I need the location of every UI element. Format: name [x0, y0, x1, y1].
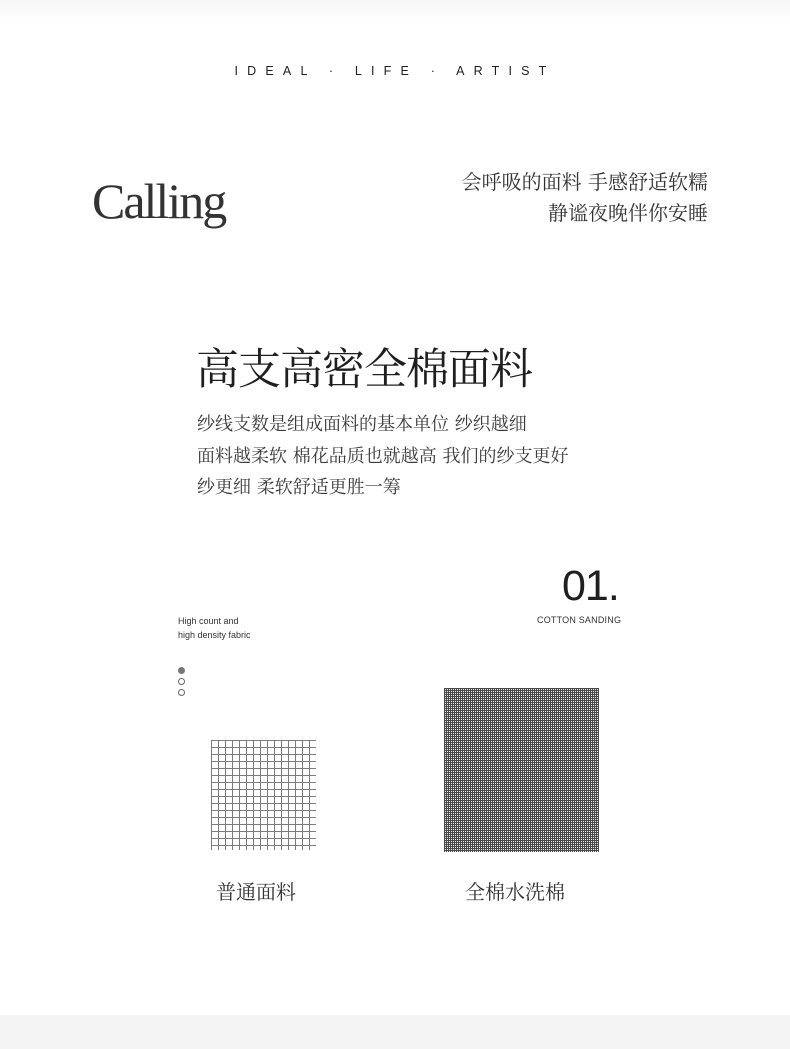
- cotton-fabric-grid: [444, 688, 599, 852]
- spec-subtitle: COTTON SANDING: [537, 615, 622, 625]
- section-description: [197, 409, 568, 504]
- brand-tagline: IDEAL · LIFE · ARTIST: [234, 64, 556, 78]
- intro-line: 会呼吸的面料 手感舒适软糯: [461, 170, 708, 194]
- pagination-dots: [178, 667, 186, 700]
- spec-caption: [178, 614, 251, 642]
- pagination-dot-1[interactable]: [178, 667, 185, 674]
- pagination-dot-3[interactable]: [178, 689, 185, 696]
- description-line: 纱线支数是组成面料的基本单位 纱织越细: [197, 414, 527, 435]
- intro-line: 静谧夜晚伴你安睡: [548, 201, 708, 225]
- footer-band: [0, 1015, 790, 1049]
- normal-fabric-label: 普通面料: [216, 880, 296, 904]
- normal-fabric-grid: [211, 740, 316, 850]
- intro-text: [462, 167, 708, 229]
- description-line: 纱更细 柔软舒适更胜一筹: [197, 477, 401, 498]
- brand-logo: Calling: [92, 173, 226, 229]
- spec-number: 01.: [562, 562, 619, 610]
- description-line: 面料越柔软 棉花品质也就越高 我们的纱支更好: [197, 445, 569, 467]
- section-title: 高支高密全棉面料: [196, 345, 532, 395]
- spec-caption-line: High count and: [178, 616, 239, 626]
- cotton-fabric-label: 全棉水洗棉: [465, 880, 565, 904]
- top-band: [0, 0, 790, 22]
- pagination-dot-2[interactable]: [178, 678, 185, 685]
- spec-caption-line: high density fabric: [178, 630, 251, 640]
